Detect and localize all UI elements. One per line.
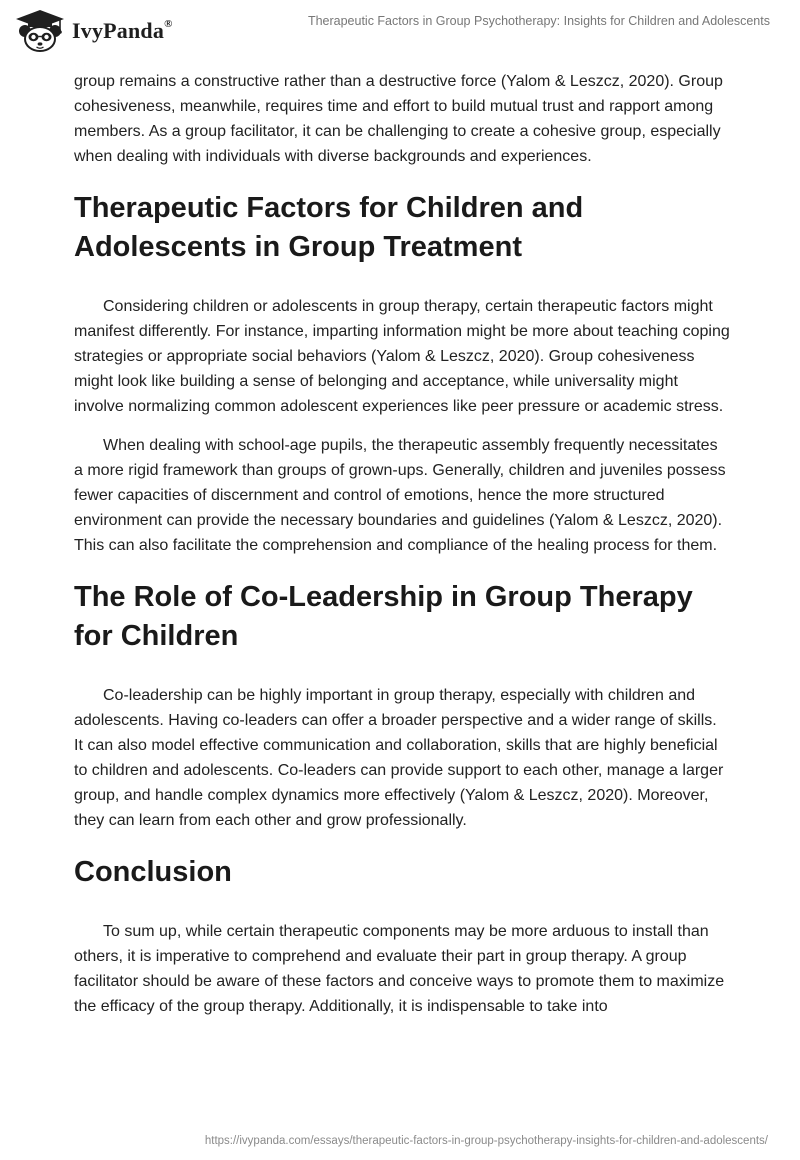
document-title: Therapeutic Factors in Group Psychotherapy: Insights for Children and Adolescents — [307, 14, 770, 28]
brand-name — [72, 18, 173, 44]
panda-graduate-icon — [14, 9, 66, 53]
source-url: https://ivypanda.com/essays/therapeutic-factors-in-group-psychotherapy-insights-for-children-and-adolescents/ — [204, 1135, 768, 1147]
essay-body — [74, 69, 730, 1033]
heading-co-leadership: The Role of Co-Leadership in Group Therapy for Children — [74, 581, 693, 652]
paragraph-conclusion: To sum up, while certain therapeutic components may be more arduous to install than others, it is imperative to comprehend and evaluate their part in group therapy. A group facilitator should be aware of these factors and conceive ways to promote them to maximize the efficacy of the group therapy. Additionally, it is indispensable to take into — [74, 923, 725, 1015]
paragraph-children-2: When dealing with school-age pupils, the therapeutic assembly frequently necessitates a more rigid framework than groups of grown-ups. Generally, children and juveniles possess fewer capacities of discernment and control of emotions, hence the more structured environment can provide the necessary boundaries and guidelines (Yalom & Leszcz, 2020). This can also facilitate the comprehension and compliance of the healing process for them. — [74, 437, 726, 554]
heading-conclusion: Conclusion — [74, 856, 232, 888]
paragraph-children-1: Considering children or adolescents in group therapy, certain therapeutic factors might manifest differently. For instance, imparting information might be more about teaching coping strategies or appropriate social behaviors (Yalom & Leszcz, 2020). Group cohesiveness might look like building a sense of belonging and acceptance, while universality might involve normalizing common adolescent experiences like peer pressure or academic stress. — [74, 298, 730, 415]
paragraph-intro: group remains a constructive rather than a destructive force (Yalom & Leszcz, 2020). Group cohesiveness, meanwhile, requires time and effort to build mutual trust and rapport among members. As a group facilitator, it can be challenging to create a cohesive group, especially when dealing with individuals with diverse backgrounds and experiences. — [74, 73, 723, 165]
registered-mark: ® — [164, 17, 173, 30]
brand-name-text: IvyPanda — [72, 18, 165, 43]
ivypanda-logo[interactable] — [14, 9, 173, 53]
page-header — [0, 0, 800, 64]
heading-therapeutic-factors-children: Therapeutic Factors for Children and Adolescents in Group Treatment — [74, 192, 584, 263]
paragraph-co-leadership: Co-leadership can be highly important in group therapy, especially with children and adolescents. Having co-leaders can offer a broader perspective and a wider range of skills. It can also model effective communication and collaboration, skills that are highly beneficial to children and adolescents. Co-leaders can provide support to each other, manage a larger group, and handle complex dynamics more effectively (Yalom & Leszcz, 2020). Moreover, they can learn from each other and grow professionally. — [74, 687, 724, 829]
